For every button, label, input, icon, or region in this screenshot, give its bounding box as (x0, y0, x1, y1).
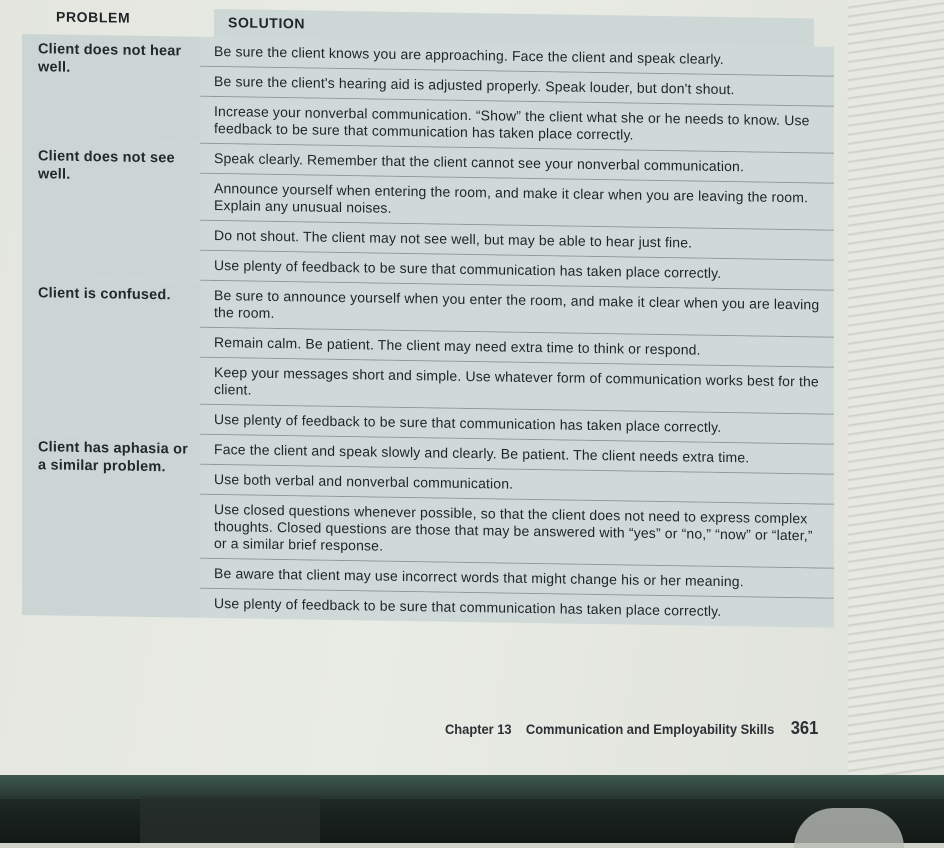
problem-cell: Client is confused. (22, 278, 200, 435)
solution-cell: Be sure the client's hearing aid is adjusted properly. Speak louder, but don't shout. (200, 67, 834, 107)
solution-cell: Remain calm. Be patient. The client may need extra time to think or respond. (200, 328, 834, 368)
problem-cell: Client has aphasia or a similar problem. (22, 432, 200, 618)
desk-dark-shape (140, 796, 320, 843)
solution-cell: Be sure the client knows you are approaching. Face the client and speak clearly. (200, 37, 834, 77)
solution-cell: Face the client and speak slowly and clearly. Be patient. The client needs extra time. (200, 435, 834, 475)
header-problem: PROBLEM (56, 8, 131, 26)
solution-cell: Announce yourself when entering the room, and make it clear when you are leaving the room. Explain any unusual noises. (200, 174, 834, 231)
problem-cell: Client does not see well. (22, 141, 200, 281)
solution-cell: Speak clearly. Remember that the client cannot see your nonverbal communication. (200, 144, 834, 184)
solution-cell: Use plenty of feedback to be sure that communication has taken place correctly. (200, 251, 834, 291)
table-body (22, 34, 834, 628)
footer-chapter: Chapter 13 (445, 721, 512, 737)
solution-cell: Use plenty of feedback to be sure that communication has taken place correctly. (200, 405, 834, 445)
problem-group (22, 141, 834, 291)
solution-cell: Be aware that client may use incorrect words that might change his or her meaning. (200, 559, 834, 599)
problem-group (22, 278, 834, 445)
solutions-column (200, 435, 834, 628)
solution-cell: Do not shout. The client may not see well, but may be able to hear just fine. (200, 221, 834, 261)
solution-cell: Keep your messages short and simple. Use whatever form of communication works best for the client. (200, 358, 834, 415)
problem-group (22, 432, 834, 628)
solution-cell: Use plenty of feedback to be sure that communication has taken place correctly. (200, 589, 834, 628)
footer-spacer (515, 721, 522, 737)
solution-cell: Use closed questions whenever possible, so that the client does not need to express complex thoughts. Closed questions are those that may be answered with “yes” or “no,” “now” or “later,” or a similar brief response. (200, 495, 834, 569)
communication-table (22, 4, 834, 628)
solutions-column (200, 281, 834, 445)
solutions-column (200, 37, 834, 154)
problem-group (22, 34, 834, 154)
solution-cell: Be sure to announce yourself when you enter the room, and make it clear when you are leaving the room. (200, 281, 834, 338)
solution-cell: Use both verbal and nonverbal communication. (200, 465, 834, 505)
page-number: 361 (790, 718, 819, 738)
problem-cell: Client does not hear well. (22, 34, 200, 144)
header-solution: SOLUTION (228, 14, 306, 32)
solution-cell: Increase your nonverbal communication. “Show” the client what she or he needs to know. Use feedback to be sure that communication has taken place correctly. (200, 97, 834, 154)
solutions-column (200, 144, 834, 291)
footer-title: Communication and Employability Skills (525, 721, 775, 737)
page-footer (445, 718, 818, 739)
page-edges (848, 0, 944, 775)
